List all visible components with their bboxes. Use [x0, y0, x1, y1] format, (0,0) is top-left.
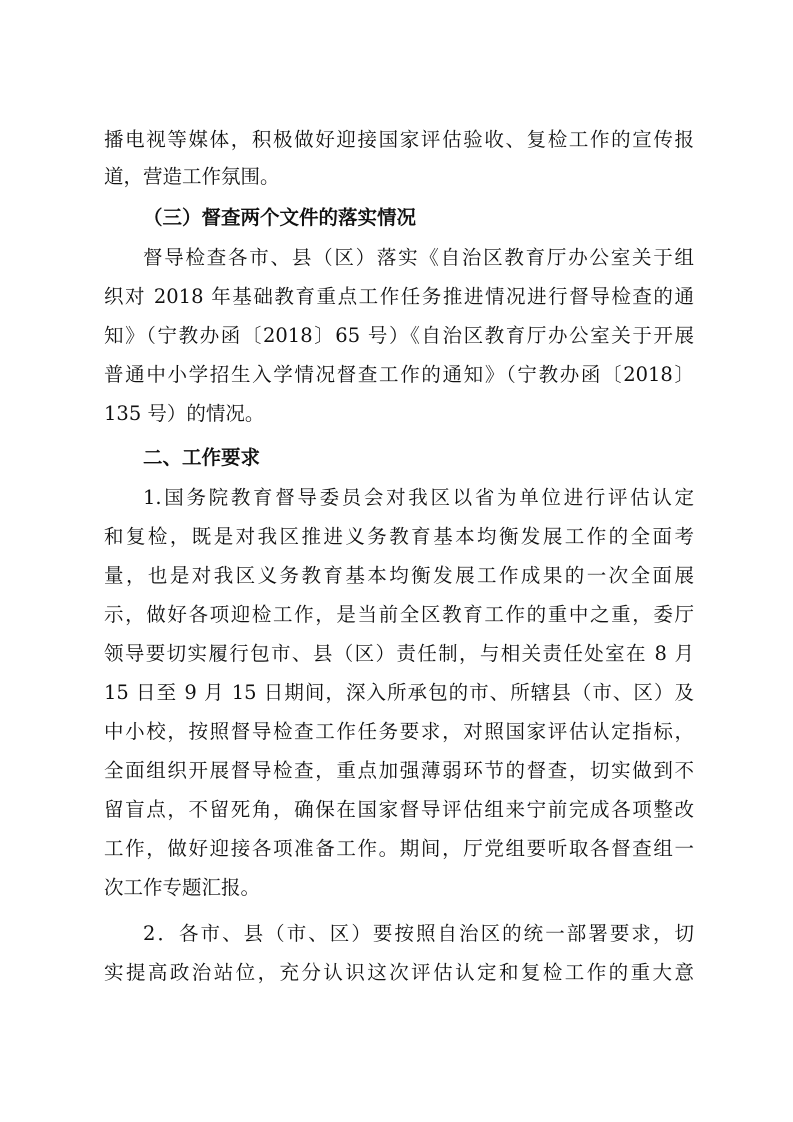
body-text-line: 普通中小学招生入学情况督查工作的通知》（宁教办函〔2018〕	[104, 363, 694, 386]
body-text-line: 15 日至 9 月 15 日期间，深入所承包的市、所辖县（市、区）及	[104, 681, 694, 704]
body-text-line: 播电视等媒体，积极做好迎接国家评估验收、复检工作的宣传报	[104, 128, 694, 151]
body-text-line: 中小校，按照督导检查工作任务要求，对照国家评估认定指标，	[104, 720, 694, 743]
body-text-line: 留盲点，不留死角，确保在国家督导评估组来宁前完成各项整改	[104, 798, 694, 821]
body-text-line: 2．各市、县（市、区）要按照自治区的统一部署要求，切	[143, 922, 694, 945]
body-text-line: 和复检，既是对我区推进义务教育基本均衡发展工作的全面考	[104, 525, 694, 548]
body-text-line: 量，也是对我区义务教育基本均衡发展工作成果的一次全面展	[104, 564, 694, 587]
section-heading-3: （三）督查两个文件的落实情况	[143, 206, 417, 229]
body-text-line: 督导检查各市、县（区）落实《自治区教育厅办公室关于组	[143, 246, 694, 269]
body-text-line: 135 号）的情况。	[104, 402, 265, 425]
body-text-line: 次工作专题汇报。	[104, 876, 261, 899]
section-heading-2: 二、工作要求	[143, 446, 261, 469]
body-text-line: 领导要切实履行包市、县（区）责任制，与相关责任处室在 8 月	[104, 642, 694, 665]
body-text-line: 全面组织开展督导检查，重点加强薄弱环节的督查，切实做到不	[104, 759, 694, 782]
body-text-line: 实提高政治站位，充分认识这次评估认定和复检工作的重大意	[104, 961, 694, 984]
body-text-line: 示，做好各项迎检工作，是当前全区教育工作的重中之重，委厅	[104, 603, 694, 626]
body-text-line: 织对 2018 年基础教育重点工作任务推进情况进行督导检查的通	[104, 285, 694, 308]
body-text-line: 知》（宁教办函〔2018〕65 号）《自治区教育厅办公室关于开展	[104, 324, 694, 347]
body-text-line: 1.国务院教育督导委员会对我区以省为单位进行评估认定	[143, 486, 694, 509]
body-text-line: 工作，做好迎接各项准备工作。期间，厅党组要听取各督查组一	[104, 837, 694, 860]
body-text-line: 道，营造工作氛围。	[104, 165, 280, 188]
